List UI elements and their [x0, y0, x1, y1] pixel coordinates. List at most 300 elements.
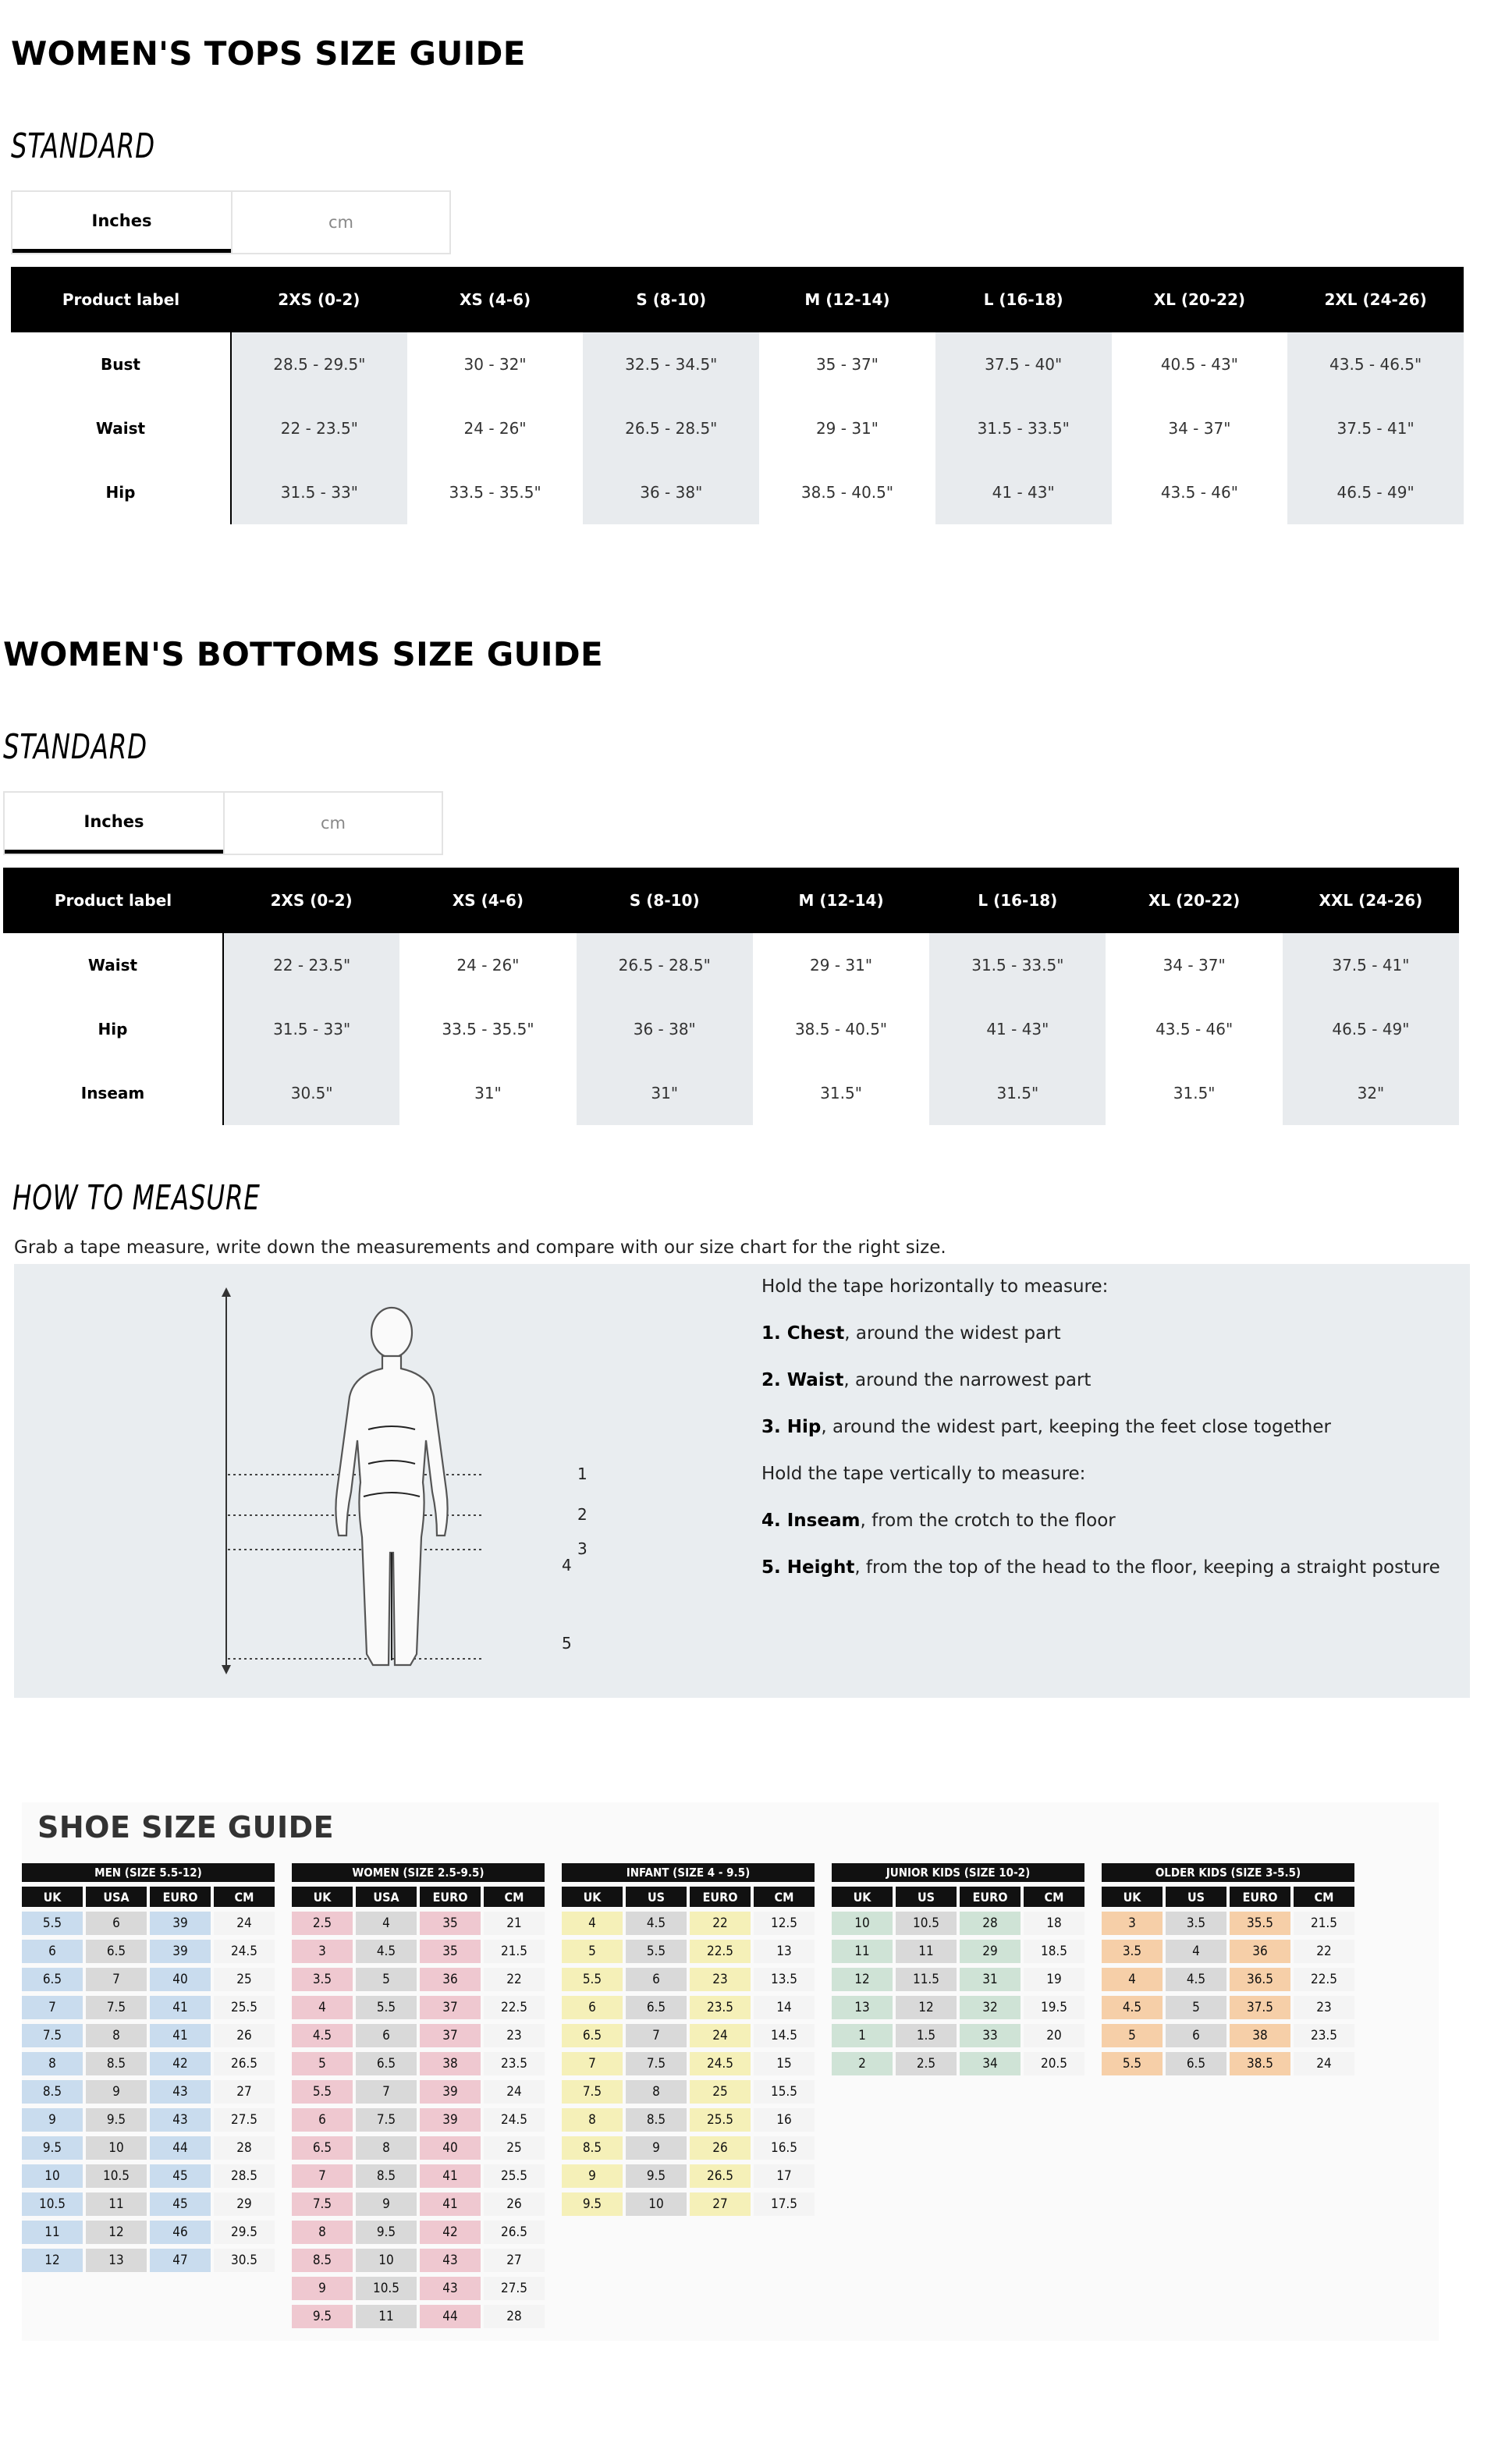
shoe-size-cell: 6: [22, 1940, 83, 1963]
shoe-size-cell: 4.5: [1166, 1968, 1226, 1991]
table-row: [292, 2108, 545, 2132]
shoe-size-cell: 2.5: [896, 2052, 957, 2075]
shoe-column-header: CM: [484, 1887, 545, 1907]
shoe-size-cell: 13: [86, 2249, 147, 2272]
shoe-column-header: EURO: [690, 1887, 751, 1907]
table-row: [1102, 1996, 1354, 2019]
shoe-size-cell: 9.5: [626, 2164, 687, 2188]
table-row: [1102, 1912, 1354, 1935]
tops-tab-inches[interactable]: Inches: [12, 192, 231, 253]
shoe-size-cell: 8.5: [22, 2080, 83, 2104]
table-row: [292, 1912, 545, 1935]
shoe-size-cell: 23: [690, 1968, 751, 1991]
shoe-size-cell: 29: [960, 1940, 1021, 1963]
shoe-size-cell: 8: [22, 2052, 83, 2075]
body-diagram-figure: [201, 1287, 623, 1678]
shoe-size-cell: 13.5: [754, 1968, 815, 1991]
measure-intro: Grab a tape measure, write down the measurements and compare with our size chart for the right size.: [14, 1237, 946, 1258]
shoe-size-cell: 27: [690, 2192, 751, 2216]
table-row: [11, 332, 1464, 396]
size-cell: 31.5 - 33": [223, 997, 399, 1061]
shoe-size-cell: 10: [22, 2164, 83, 2188]
table-row: [292, 2164, 545, 2188]
shoe-size-cell: 27: [484, 2249, 545, 2272]
table-row: [562, 1940, 815, 1963]
size-cell: 35 - 37": [759, 332, 935, 396]
row-label: Bust: [11, 332, 231, 396]
shoe-size-cell: 8: [86, 2024, 147, 2047]
shoe-size-cell: 26.5: [690, 2164, 751, 2188]
table-row: [22, 2164, 275, 2188]
shoe-size-cell: 5: [356, 1968, 417, 1991]
shoe-size-cell: 26: [484, 2192, 545, 2216]
shoe-size-cell: 43: [420, 2249, 481, 2272]
shoe-size-cell: 4.5: [626, 1912, 687, 1935]
shoe-guide-title: SHOE SIZE GUIDE: [37, 1810, 335, 1844]
tops-tab-cm[interactable]: cm: [231, 192, 449, 253]
shoe-size-cell: 6.5: [22, 1968, 83, 1991]
shoe-size-cell: 6.5: [626, 1996, 687, 2019]
table-row: [292, 2277, 545, 2300]
shoe-size-cell: 1: [832, 2024, 893, 2047]
shoe-size-cell: 6.5: [356, 2052, 417, 2075]
shoe-column-header: USA: [86, 1887, 147, 1907]
shoe-size-cell: 9.5: [22, 2136, 83, 2160]
shoe-size-cell: 41: [420, 2192, 481, 2216]
shoe-size-cell: 13: [832, 1996, 893, 2019]
shoe-size-cell: 8: [292, 2221, 353, 2244]
size-cell: 31.5 - 33.5": [935, 396, 1112, 460]
height-arrow-down-icon: [222, 1665, 231, 1674]
shoe-size-cell: 4.5: [1102, 1996, 1163, 2019]
shoe-size-cell: 7: [86, 1968, 147, 1991]
size-cell: 41 - 43": [935, 460, 1112, 524]
bottoms-header-size: M (12-14): [753, 868, 929, 933]
shoe-size-cell: 3.5: [1102, 1940, 1163, 1963]
shoe-size-cell: 37: [420, 2024, 481, 2047]
shoe-size-cell: 28: [960, 1912, 1021, 1935]
shoe-size-cell: 3.5: [1166, 1912, 1226, 1935]
table-row: [1102, 2024, 1354, 2047]
shoe-column-header: CM: [1294, 1887, 1354, 1907]
tops-header-product-label: Product label: [11, 267, 231, 332]
shoe-size-cell: 12.5: [754, 1912, 815, 1935]
tops-header-size: M (12-14): [759, 267, 935, 332]
shoe-size-cell: 35.5: [1230, 1912, 1290, 1935]
measure-item-waist: 2. Waist, around the narrowest part: [761, 1370, 1092, 1390]
shoe-size-cell: 22: [1294, 1940, 1354, 1963]
shoe-size-cell: 36.5: [1230, 1968, 1290, 1991]
shoe-table-group: [1099, 1859, 1358, 2080]
shoe-size-cell: 20.5: [1024, 2052, 1084, 2075]
vertical-intro: Hold the tape vertically to measure:: [761, 1464, 1086, 1484]
shoe-size-cell: 5: [292, 2052, 353, 2075]
shoe-size-cell: 4.5: [292, 2024, 353, 2047]
tops-header-size: XS (4-6): [407, 267, 584, 332]
size-cell: 34 - 37": [1106, 933, 1282, 997]
shoe-size-cell: 21.5: [1294, 1912, 1354, 1935]
shoe-column-header: UK: [562, 1887, 623, 1907]
marker-2: 2: [577, 1505, 587, 1524]
shoe-table-group: [19, 1859, 278, 2277]
shoe-size-cell: 36: [1230, 1940, 1290, 1963]
size-cell: 22 - 23.5": [231, 396, 407, 460]
shoe-size-cell: 9: [22, 2108, 83, 2132]
shoe-column-header: EURO: [150, 1887, 211, 1907]
shoe-size-cell: 28: [484, 2305, 545, 2328]
shoe-group-heading: WOMEN (SIZE 2.5-9.5): [292, 1863, 545, 1882]
marker-1: 1: [577, 1465, 587, 1483]
table-row: [562, 1968, 815, 1991]
shoe-size-cell: 29: [214, 2192, 275, 2216]
shoe-size-cell: 7.5: [626, 2052, 687, 2075]
shoe-size-cell: 27: [214, 2080, 275, 2104]
table-row: [292, 2305, 545, 2328]
shoe-size-cell: 4: [562, 1912, 623, 1935]
bottoms-header-size: XS (4-6): [399, 868, 576, 933]
shoe-size-cell: 19.5: [1024, 1996, 1084, 2019]
shoe-size-cell: 26.5: [484, 2221, 545, 2244]
size-cell: 32.5 - 34.5": [583, 332, 759, 396]
shoe-size-cell: 6: [292, 2108, 353, 2132]
shoe-size-cell: 6.5: [86, 1940, 147, 1963]
table-row: [832, 2024, 1084, 2047]
shoe-size-cell: 21.5: [484, 1940, 545, 1963]
shoe-size-cell: 19: [1024, 1968, 1084, 1991]
shoe-size-cell: 38.5: [1230, 2052, 1290, 2075]
shoe-size-cell: 26: [690, 2136, 751, 2160]
shoe-size-cell: 22.5: [1294, 1968, 1354, 1991]
row-label: Hip: [3, 997, 223, 1061]
measure-item-height: 5. Height, from the top of the head to the floor, keeping a straight posture: [761, 1557, 1440, 1578]
table-row: [292, 2192, 545, 2216]
shoe-size-cell: 10: [356, 2249, 417, 2272]
shoe-size-cell: 44: [150, 2136, 211, 2160]
table-row: [562, 2192, 815, 2216]
shoe-size-cell: 8.5: [292, 2249, 353, 2272]
shoe-size-cell: 8: [356, 2136, 417, 2160]
table-row: [292, 2052, 545, 2075]
shoe-size-cell: 41: [150, 2024, 211, 2047]
shoe-size-cell: 9: [86, 2080, 147, 2104]
shoe-size-cell: 25.5: [690, 2108, 751, 2132]
bottoms-title: WOMEN'S BOTTOMS SIZE GUIDE: [3, 635, 603, 673]
shoe-column-header: CM: [754, 1887, 815, 1907]
tops-header-row: [11, 267, 1464, 332]
shoe-size-cell: 9.5: [356, 2221, 417, 2244]
bottoms-header-size: S (8-10): [577, 868, 753, 933]
row-label: Waist: [3, 933, 223, 997]
table-row: [292, 2024, 545, 2047]
size-cell: 36 - 38": [577, 997, 753, 1061]
table-row: [832, 1996, 1084, 2019]
measure-item-inseam: 4. Inseam, from the crotch to the floor: [761, 1511, 1116, 1531]
shoe-column-header: UK: [832, 1887, 893, 1907]
shoe-size-cell: 43: [420, 2277, 481, 2300]
shoe-size-cell: 42: [150, 2052, 211, 2075]
shoe-size-cell: 24.5: [484, 2108, 545, 2132]
measure-instructions: [761, 1278, 1440, 1606]
size-cell: 26.5 - 28.5": [583, 396, 759, 460]
shoe-size-cell: 7: [22, 1996, 83, 2019]
shoe-size-cell: 6: [1166, 2024, 1226, 2047]
shoe-size-cell: 41: [150, 1996, 211, 2019]
shoe-size-cell: 7.5: [562, 2080, 623, 2104]
size-cell: 40.5 - 43": [1112, 332, 1288, 396]
size-cell: 31.5 - 33": [231, 460, 407, 524]
table-row: [11, 460, 1464, 524]
table-row: [562, 2080, 815, 2104]
size-cell: 28.5 - 29.5": [231, 332, 407, 396]
tops-size-table: [11, 267, 1464, 524]
shoe-size-cell: 15.5: [754, 2080, 815, 2104]
shoe-size-cell: 25: [214, 1968, 275, 1991]
size-cell: 31": [399, 1061, 576, 1125]
shoe-size-cell: 9: [562, 2164, 623, 2188]
size-cell: 22 - 23.5": [223, 933, 399, 997]
tops-header-size: 2XS (0-2): [231, 267, 407, 332]
shoe-size-cell: 10.5: [86, 2164, 147, 2188]
shoe-size-cell: 7.5: [22, 2024, 83, 2047]
shoe-size-cell: 25.5: [484, 2164, 545, 2188]
size-cell: 38.5 - 40.5": [753, 997, 929, 1061]
shoe-size-cell: 13: [754, 1940, 815, 1963]
size-cell: 46.5 - 49": [1287, 460, 1464, 524]
shoe-size-cell: 31: [960, 1968, 1021, 1991]
size-cell: 33.5 - 35.5": [399, 997, 576, 1061]
shoe-column-header: EURO: [1230, 1887, 1290, 1907]
shoe-size-cell: 4: [1102, 1968, 1163, 1991]
shoe-table-group: [289, 1859, 548, 2333]
shoe-size-cell: 22: [690, 1912, 751, 1935]
size-cell: 26.5 - 28.5": [577, 933, 753, 997]
shoe-size-cell: 8.5: [626, 2108, 687, 2132]
shoe-size-cell: 37.5: [1230, 1996, 1290, 2019]
shoe-size-cell: 41: [420, 2164, 481, 2188]
bottoms-tab-cm[interactable]: cm: [223, 793, 442, 854]
row-label: Inseam: [3, 1061, 223, 1125]
table-row: [22, 2024, 275, 2047]
table-row: [832, 1912, 1084, 1935]
table-row: [292, 1940, 545, 1963]
table-row: [1102, 1940, 1354, 1963]
shoe-size-cell: 6.5: [292, 2136, 353, 2160]
bottoms-header-product-label: Product label: [3, 868, 223, 933]
marker-5: 5: [562, 1634, 572, 1653]
table-row: [562, 1996, 815, 2019]
shoe-size-cell: 4: [356, 1912, 417, 1935]
shoe-size-cell: 24: [1294, 2052, 1354, 2075]
table-row: [11, 396, 1464, 460]
table-row: [292, 1968, 545, 1991]
shoe-size-cell: 39: [420, 2108, 481, 2132]
size-cell: 32": [1283, 1061, 1459, 1125]
shoe-size-cell: 26.5: [214, 2052, 275, 2075]
shoe-size-cell: 24: [690, 2024, 751, 2047]
shoe-size-cell: 5.5: [356, 1996, 417, 2019]
shoe-size-cell: 4.5: [356, 1940, 417, 1963]
bottoms-header-size: L (16-18): [929, 868, 1106, 933]
shoe-column-header: UK: [1102, 1887, 1163, 1907]
shoe-size-cell: 6: [562, 1996, 623, 2019]
shoe-size-cell: 39: [420, 2080, 481, 2104]
table-row: [292, 2080, 545, 2104]
tops-header-size: 2XL (24-26): [1287, 267, 1464, 332]
shoe-size-cell: 8.5: [86, 2052, 147, 2075]
table-row: [562, 2164, 815, 2188]
shoe-size-cell: 7: [292, 2164, 353, 2188]
shoe-column-header: UK: [22, 1887, 83, 1907]
shoe-group-heading: JUNIOR KIDS (SIZE 10-2): [832, 1863, 1084, 1882]
shoe-size-cell: 23.5: [1294, 2024, 1354, 2047]
marker-3: 3: [577, 1539, 587, 1558]
shoe-size-cell: 29.5: [214, 2221, 275, 2244]
table-row: [22, 1996, 275, 2019]
table-row: [292, 1996, 545, 2019]
table-row: [22, 2221, 275, 2244]
table-row: [1102, 1968, 1354, 1991]
shoe-size-cell: 5: [562, 1940, 623, 1963]
shoe-column-header: USA: [356, 1887, 417, 1907]
size-cell: 43.5 - 46": [1106, 997, 1282, 1061]
shoe-size-cell: 46: [150, 2221, 211, 2244]
table-row: [22, 2136, 275, 2160]
shoe-size-cell: 5.5: [626, 1940, 687, 1963]
measure-panel: [14, 1264, 1470, 1698]
shoe-group-heading: INFANT (SIZE 4 - 9.5): [562, 1863, 815, 1882]
shoe-size-cell: 10.5: [896, 1912, 957, 1935]
table-row: [22, 2192, 275, 2216]
shoe-size-cell: 7.5: [86, 1996, 147, 2019]
horizontal-intro: Hold the tape horizontally to measure:: [761, 1276, 1109, 1297]
shoe-size-cell: 7.5: [292, 2192, 353, 2216]
size-cell: 29 - 31": [753, 933, 929, 997]
size-cell: 31.5": [929, 1061, 1106, 1125]
shoe-size-cell: 10: [626, 2192, 687, 2216]
shoe-size-cell: 2: [832, 2052, 893, 2075]
shoe-column-header: CM: [214, 1887, 275, 1907]
size-cell: 31.5 - 33.5": [929, 933, 1106, 997]
size-cell: 37.5 - 41": [1287, 396, 1464, 460]
shoe-table-group: [829, 1859, 1088, 2080]
shoe-size-cell: 18: [1024, 1912, 1084, 1935]
table-row: [292, 2136, 545, 2160]
size-cell: 24 - 26": [407, 396, 584, 460]
bottoms-header-size: XXL (24-26): [1283, 868, 1459, 933]
row-label: Waist: [11, 396, 231, 460]
size-cell: 30.5": [223, 1061, 399, 1125]
shoe-size-cell: 36: [420, 1968, 481, 1991]
bottoms-size-table: [3, 868, 1459, 1125]
shoe-size-cell: 12: [86, 2221, 147, 2244]
size-cell: 41 - 43": [929, 997, 1106, 1061]
shoe-size-cell: 11: [22, 2221, 83, 2244]
shoe-size-cell: 10: [832, 1912, 893, 1935]
shoe-size-cell: 27.5: [484, 2277, 545, 2300]
shoe-group-heading: OLDER KIDS (SIZE 3-5.5): [1102, 1863, 1354, 1882]
shoe-size-cell: 28: [214, 2136, 275, 2160]
bottoms-tab-inches[interactable]: Inches: [5, 793, 223, 854]
shoe-size-cell: 10.5: [22, 2192, 83, 2216]
table-row: [832, 1940, 1084, 1963]
table-row: [292, 2221, 545, 2244]
tops-unit-toggle: [11, 190, 451, 254]
shoe-size-cell: 34: [960, 2052, 1021, 2075]
shoe-column-header: US: [626, 1887, 687, 1907]
shoe-size-cell: 25: [484, 2136, 545, 2160]
shoe-size-cell: 26: [214, 2024, 275, 2047]
shoe-size-cell: 5.5: [562, 1968, 623, 1991]
shoe-size-cell: 8.5: [356, 2164, 417, 2188]
size-cell: 33.5 - 35.5": [407, 460, 584, 524]
shoe-size-cell: 17: [754, 2164, 815, 2188]
table-row: [832, 1968, 1084, 1991]
shoe-size-cell: 11.5: [896, 1968, 957, 1991]
size-cell: 34 - 37": [1112, 396, 1288, 460]
shoe-size-cell: 9.5: [562, 2192, 623, 2216]
shoe-group-heading: MEN (SIZE 5.5-12): [22, 1863, 275, 1882]
shoe-size-cell: 27.5: [214, 2108, 275, 2132]
shoe-size-cell: 33: [960, 2024, 1021, 2047]
bottoms-subtitle: STANDARD: [3, 727, 147, 767]
bottoms-unit-toggle: [3, 791, 443, 855]
shoe-size-cell: 7: [356, 2080, 417, 2104]
row-label: Hip: [11, 460, 231, 524]
table-row: [3, 997, 1459, 1061]
shoe-size-cell: 12: [896, 1996, 957, 2019]
shoe-size-cell: 6.5: [562, 2024, 623, 2047]
shoe-column-header: EURO: [420, 1887, 481, 1907]
shoe-size-cell: 40: [420, 2136, 481, 2160]
shoe-size-cell: 22.5: [484, 1996, 545, 2019]
shoe-size-cell: 7.5: [356, 2108, 417, 2132]
size-cell: 43.5 - 46": [1112, 460, 1288, 524]
size-cell: 37.5 - 41": [1283, 933, 1459, 997]
shoe-size-cell: 11: [896, 1940, 957, 1963]
shoe-size-cell: 8: [562, 2108, 623, 2132]
shoe-size-cell: 5.5: [292, 2080, 353, 2104]
shoe-size-cell: 23.5: [690, 1996, 751, 2019]
shoe-size-cell: 22.5: [690, 1940, 751, 1963]
size-cell: 31": [577, 1061, 753, 1125]
shoe-size-cell: 5.5: [22, 1912, 83, 1935]
table-row: [292, 2249, 545, 2272]
measure-title: HOW TO MEASURE: [12, 1178, 261, 1218]
shoe-size-cell: 7: [626, 2024, 687, 2047]
marker-4: 4: [562, 1556, 572, 1575]
shoe-size-cell: 9.5: [292, 2305, 353, 2328]
table-row: [22, 2108, 275, 2132]
shoe-size-cell: 1.5: [896, 2024, 957, 2047]
table-row: [22, 1968, 275, 1991]
shoe-size-cell: 30.5: [214, 2249, 275, 2272]
size-cell: 43.5 - 46.5": [1287, 332, 1464, 396]
shoe-size-cell: 9: [292, 2277, 353, 2300]
shoe-size-cell: 14: [754, 1996, 815, 2019]
shoe-groups: [19, 1859, 1358, 2333]
shoe-size-cell: 2.5: [292, 1912, 353, 1935]
shoe-size-cell: 24.5: [214, 1940, 275, 1963]
shoe-size-cell: 5: [1166, 1996, 1226, 2019]
shoe-size-cell: 3.5: [292, 1968, 353, 1991]
size-cell: 30 - 32": [407, 332, 584, 396]
shoe-size-cell: 7: [562, 2052, 623, 2075]
shoe-size-cell: 39: [150, 1912, 211, 1935]
tops-header-size: XL (20-22): [1112, 267, 1288, 332]
shoe-size-cell: 8.5: [562, 2136, 623, 2160]
table-row: [562, 1912, 815, 1935]
shoe-size-cell: 40: [150, 1968, 211, 1991]
